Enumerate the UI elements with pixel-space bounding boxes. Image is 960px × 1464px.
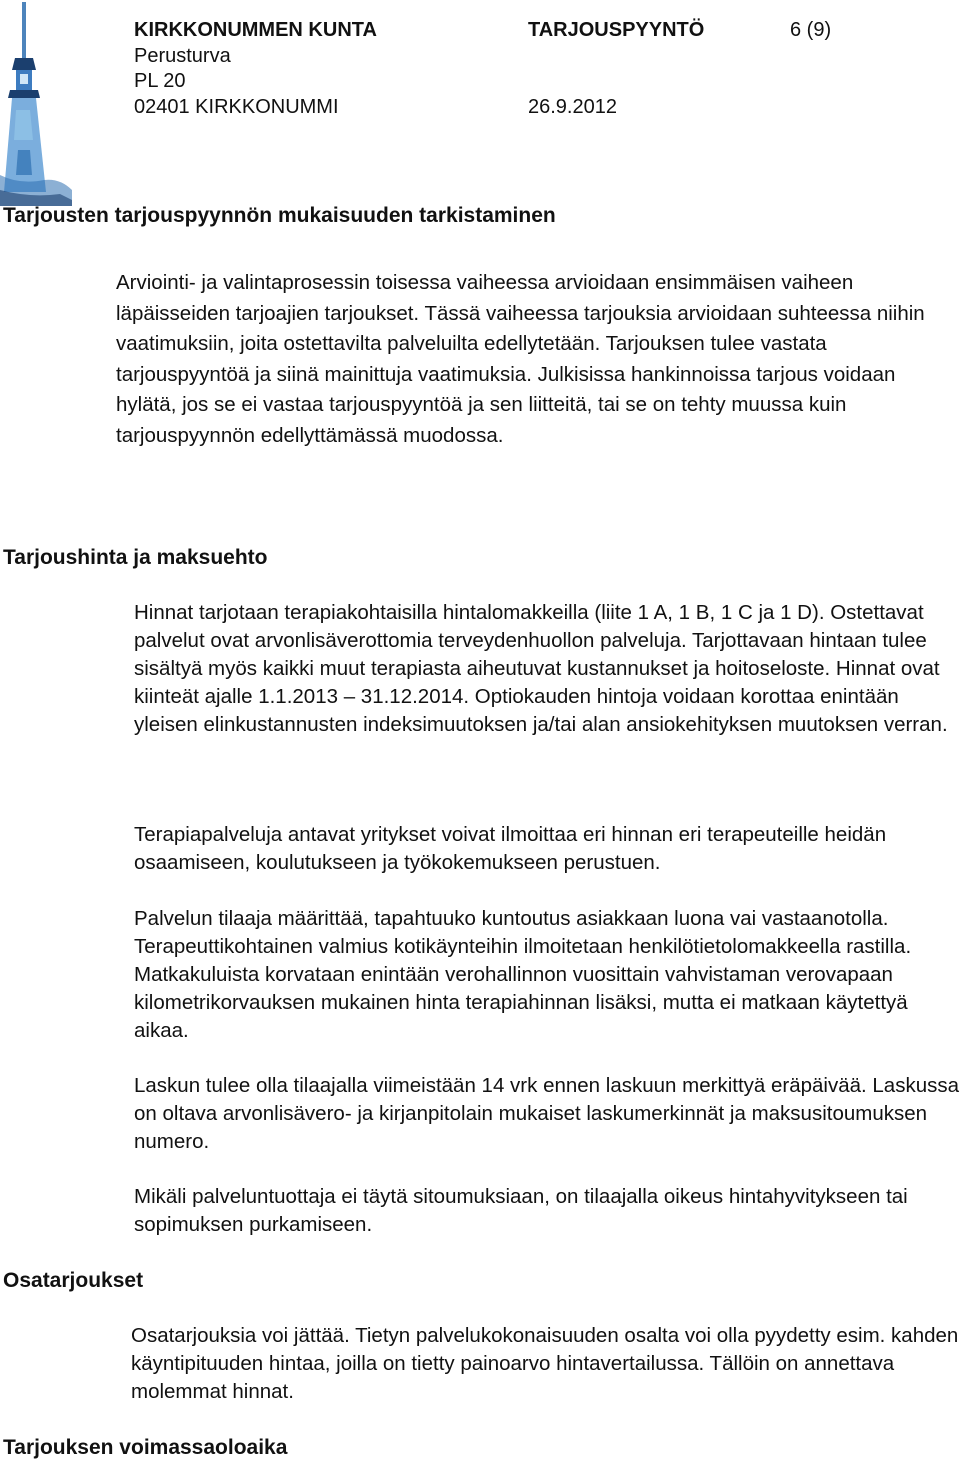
page-number: 6 (9) [790, 19, 832, 41]
paragraph [134, 821, 960, 877]
paragraph-text: Palvelun tilaaja määrittää, tapahtuuko kuntoutus asiakkaan luona vai vastaanotolla. Terapeuttikohtainen valmius kotikäynteihin ilmoitetaan henkilötietolomakkeella rastilla. Matkakuluista korvataan enintään verohallinnon vuosittain vahvistaman verovapaan kilometrikorvauksen mukainen hinta terapiahinnan lisäksi, mutta ei matkaan käytettyä aikaa. [134, 907, 912, 1042]
paragraph-text: Laskun tulee olla tilaajalla viimeistään 14 vrk ennen laskuun merkittyä eräpäivää. Laskussa on oltava arvonlisävero- ja kirjanpitolain mukaiset laskumerkinnät ja maksusitoumuksen numero. [134, 1074, 960, 1153]
paragraph [134, 1072, 960, 1156]
section-heading: Osatarjoukset [3, 1269, 144, 1292]
section-heading: Tarjoushinta ja maksuehto [3, 546, 268, 569]
postal-address: 02401 KIRKKONUMMI [134, 96, 339, 118]
section-heading: Tarjousten tarjouspyynnön mukaisuuden tarkistaminen [3, 204, 556, 227]
paragraph-text: Terapiapalveluja antavat yritykset voivat ilmoittaa eri hinnan eri terapeuteille heidän osaamiseen, koulutukseen ja työkokemukseen perustuen. [134, 823, 887, 874]
paragraph [131, 1322, 960, 1406]
paragraph [134, 599, 960, 739]
department: Perusturva [134, 45, 231, 67]
paragraph-text: Osatarjouksia voi jättää. Tietyn palvelukokonaisuuden osalta voi olla pyydetty esim. kahden käyntipituuden hintaa, joilla on tietty painoarvo hintavertailussa. Tällöin on annettava molemmat hinnat. [131, 1324, 959, 1403]
paragraph [134, 1183, 960, 1239]
section-body [116, 268, 946, 452]
paragraph-text: Mikäli palveluntuottaja ei täytä sitoumuksiaan, on tilaajalla oikeus hintahyvitykseen tai sopimuksen purkamiseen. [134, 1185, 908, 1236]
po-box: PL 20 [134, 70, 186, 92]
paragraph-text: Hinnat tarjotaan terapiakohtaisilla hintalomakkeilla (liite 1 A, 1 B, 1 C ja 1 D). Ostettavat palvelut ovat arvonlisäverottomia terveydenhuollon palveluja. Tarjottavaan hintaan tulee sisältyä myös kaikki muut terapiasta aiheutuvat kustannukset ja hoitoseloste. Hinnat ovat kiinteät ajalle 1.1.2013 – 31.12.2014. Optiokauden hintoja voidaan korottaa enintään yleisen elinkustannusten indeksimuutoksen ja/tai alan ansiokehityksen muutoksen verran. [134, 601, 948, 736]
document-date: 26.9.2012 [528, 96, 617, 118]
organization-name: KIRKKONUMMEN KUNTA [134, 19, 377, 41]
document-type: TARJOUSPYYNTÖ [528, 19, 705, 41]
section-heading: Tarjouksen voimassaoloaika [3, 1436, 288, 1459]
lighthouse-logo-icon [0, 0, 74, 206]
paragraph [134, 905, 960, 1045]
paragraph: Arviointi- ja valintaprosessin toisessa vaiheessa arvioidaan ensimmäisen vaiheen läpäisseiden tarjoajien tarjoukset. Tässä vaiheessa tarjouksia arvioidaan suhteessa niihin vaatimuksiin, joita ostettavilta palveluilta edellytetään. Tarjouksen tulee vastata tarjouspyyntöä ja siinä mainittuja vaatimuksia. Julkisissa hankinnoissa tarjous voidaan hylätä, jos se ei vastaa tarjouspyyntöä ja sen liitteitä, tai se on tehty muussa kuin tarjouspyynnön edellyttämässä muodossa. [116, 271, 925, 447]
